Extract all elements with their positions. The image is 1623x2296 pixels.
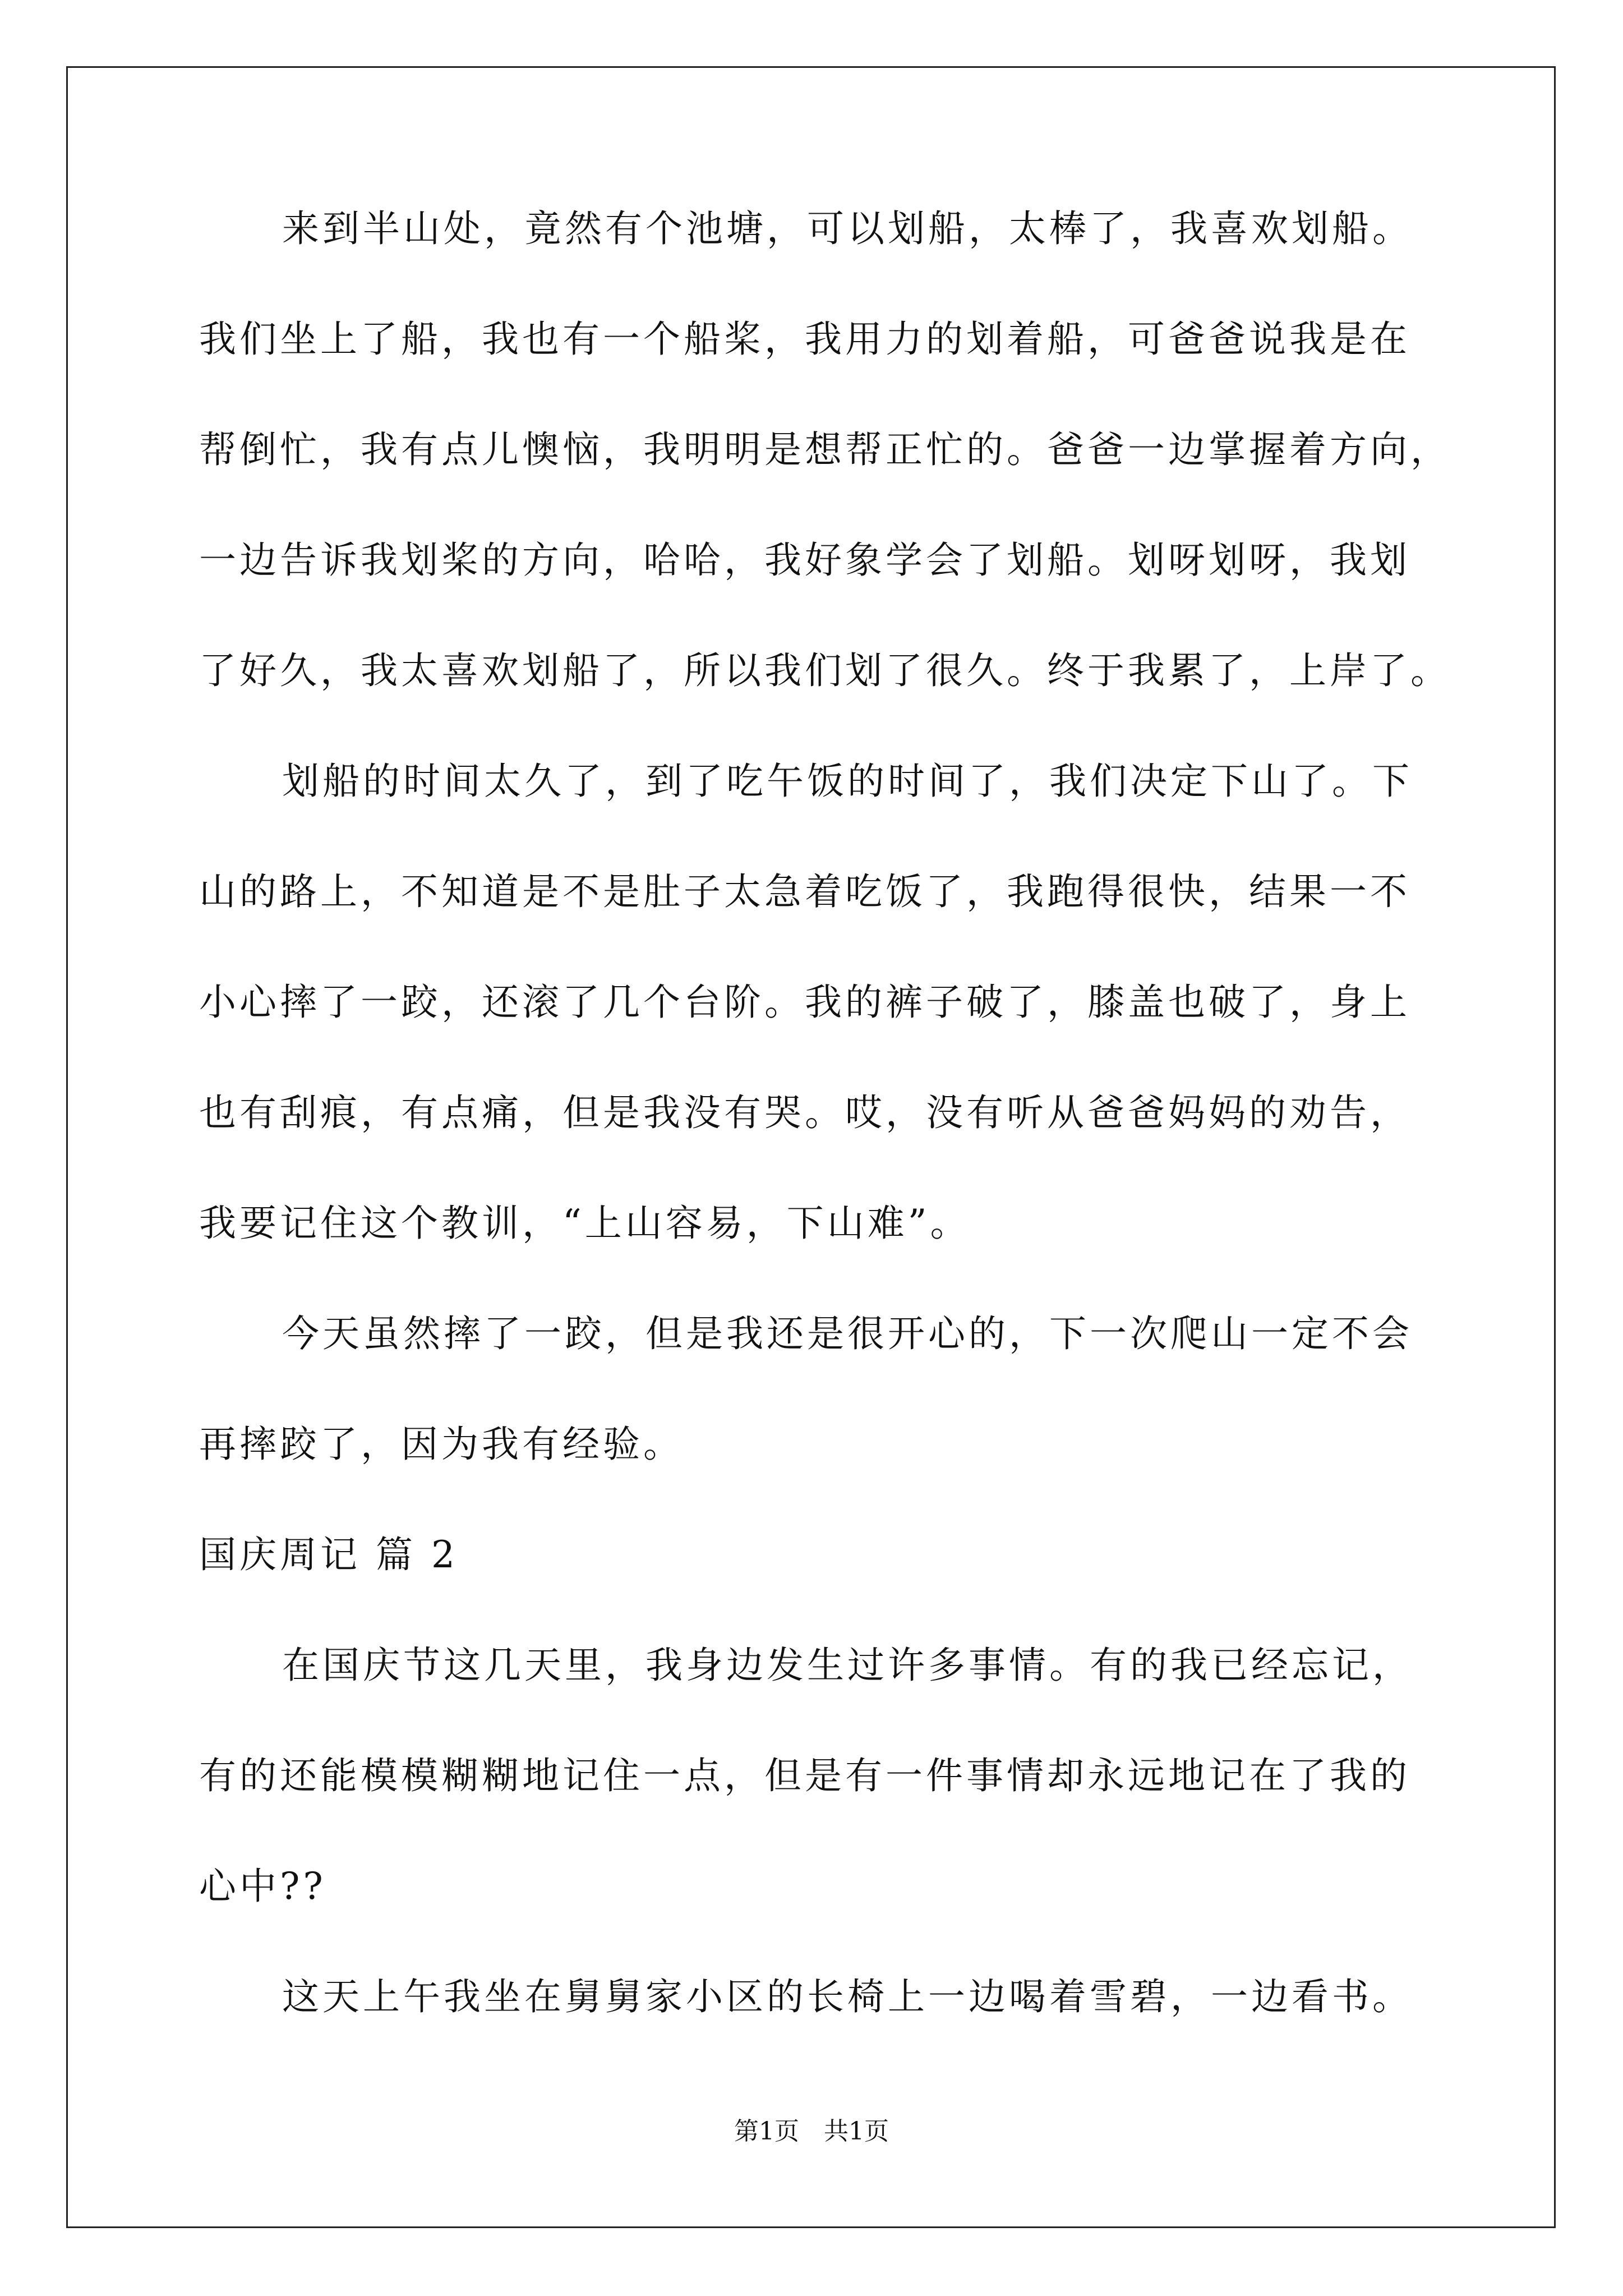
page-number: 第1页 [734, 2117, 799, 2146]
paragraph-line: 再摔跤了，因为我有经验。 [199, 1423, 684, 1466]
paragraph-line: 我要记住这个教训，“上山容易，下山难”。 [199, 1202, 971, 1245]
paragraph-line: 今天虽然摔了一跤，但是我还是很开心的，下一次爬山一定不会 [282, 1312, 1413, 1355]
page-total: 共1页 [824, 2117, 889, 2146]
paragraph-line: 心中?? [199, 1865, 326, 1908]
paragraph-line: 来到半山处，竟然有个池塘，可以划船，太棒了，我喜欢划船。 [282, 207, 1413, 250]
paragraph-line: 有的还能模模糊糊地记住一点，但是有一件事情却永远地记在了我的 [199, 1754, 1410, 1797]
paragraph-line: 一边告诉我划桨的方向，哈哈，我好象学会了划船。划呀划呀，我划 [199, 539, 1410, 582]
paragraph-line: 划船的时间太久了，到了吃午饭的时间了，我们决定下山了。下 [282, 760, 1413, 803]
document-body [199, 207, 1467, 2089]
section-heading: 国庆周记 篇 2 [199, 1533, 458, 1576]
paragraph-line: 小心摔了一跤，还滚了几个台阶。我的裤子破了，膝盖也破了，身上 [199, 981, 1410, 1024]
paragraph-line: 山的路上，不知道是不是肚子太急着吃饭了，我跑得很快，结果一不 [199, 870, 1410, 913]
paragraph-line: 帮倒忙，我有点儿懊恼，我明明是想帮正忙的。爸爸一边掌握着方向， [199, 428, 1451, 471]
paragraph-line: 我们坐上了船，我也有一个船桨，我用力的划着船，可爸爸说我是在 [199, 318, 1410, 361]
paragraph-line: 了好久，我太喜欢划船了，所以我们划了很久。终于我累了，上岸了。 [199, 649, 1451, 692]
paragraph-line: 在国庆节这几天里，我身边发生过许多事情。有的我已经忘记， [282, 1644, 1413, 1687]
page-footer [0, 2119, 1623, 2144]
paragraph-line: 也有刮痕，有点痛，但是我没有哭。哎，没有听从爸爸妈妈的劝告， [199, 1091, 1410, 1134]
paragraph-line: 这天上午我坐在舅舅家小区的长椅上一边喝着雪碧，一边看书。 [282, 1975, 1413, 2018]
